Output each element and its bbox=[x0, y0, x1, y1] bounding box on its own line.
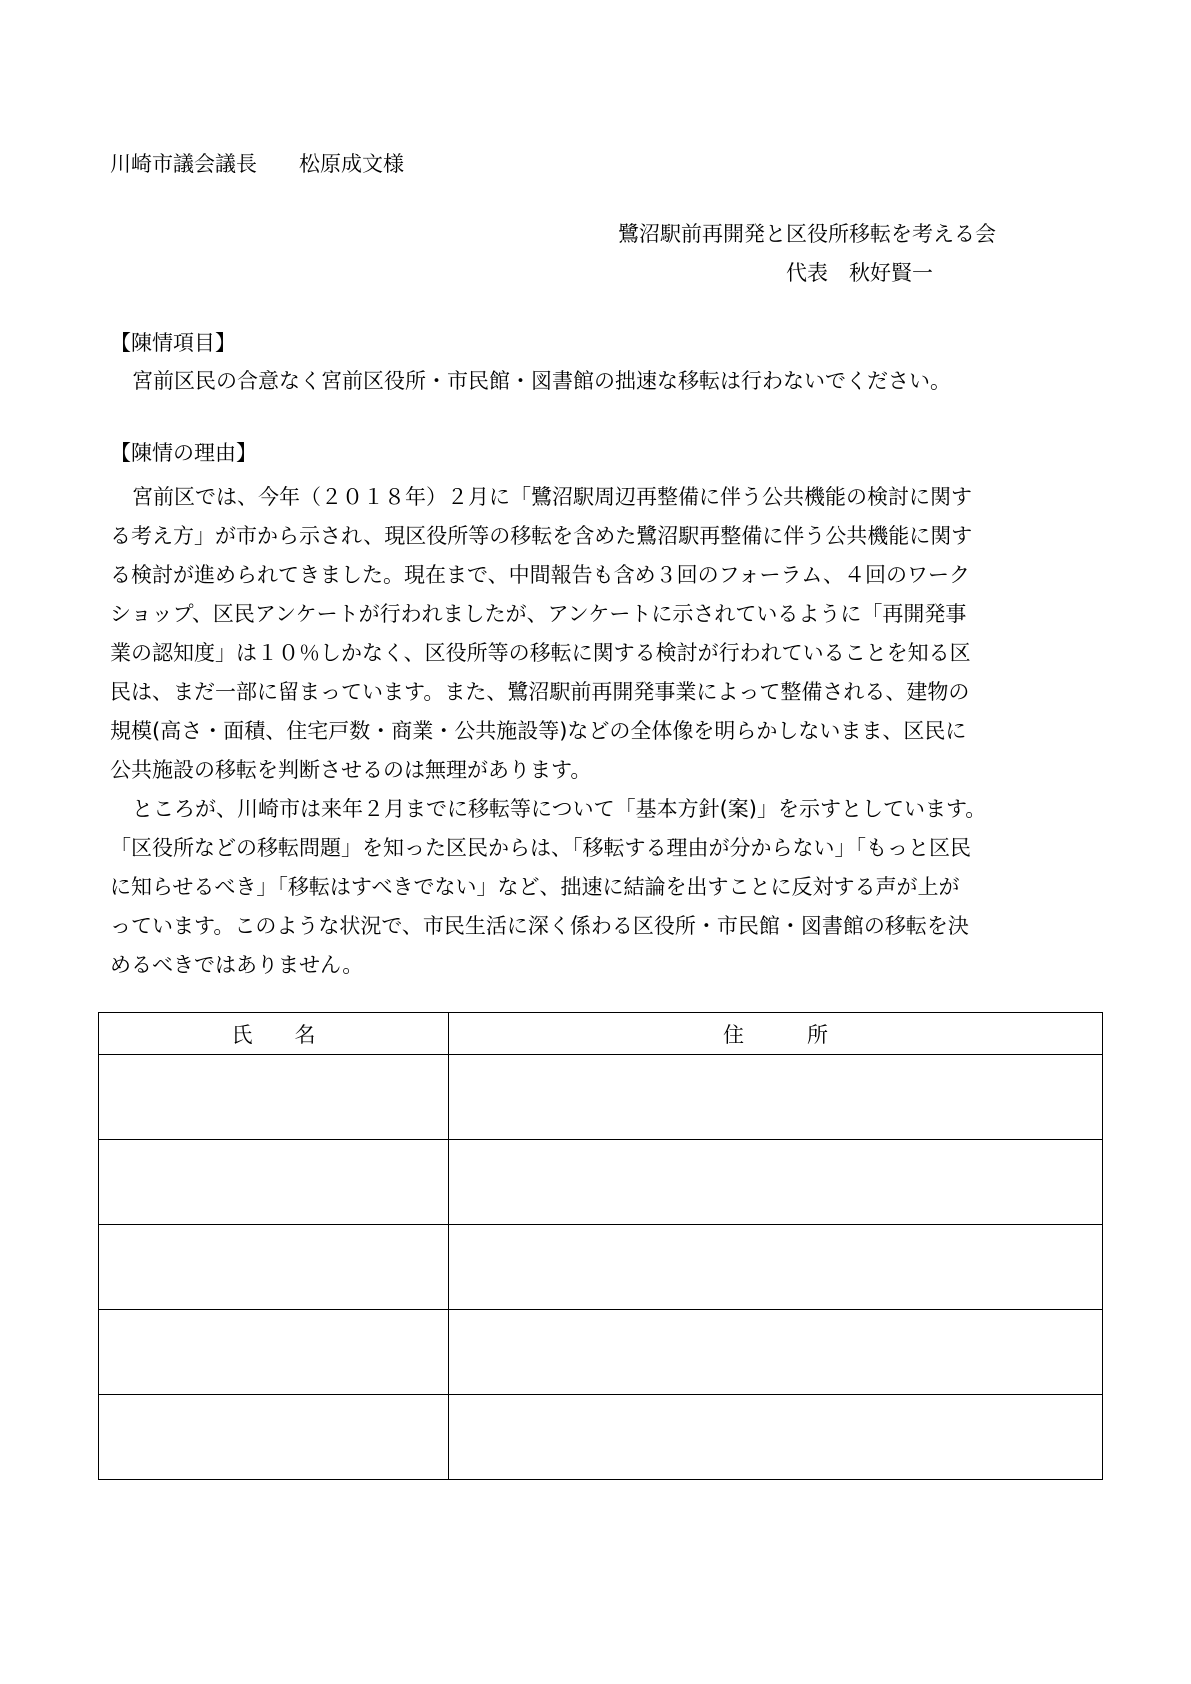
name-cell[interactable] bbox=[99, 1310, 449, 1395]
signature-row bbox=[99, 1225, 1103, 1310]
reason-line: ショップ、区民アンケートが行われましたが、アンケートに示されているように「再開発事 bbox=[110, 602, 967, 626]
petition-item-heading: 【陳情項目】 bbox=[110, 331, 236, 355]
address-cell[interactable] bbox=[449, 1310, 1103, 1395]
address-cell[interactable] bbox=[449, 1395, 1103, 1480]
reason-line: めるべきではありません。 bbox=[110, 953, 364, 977]
reason-line: 「区役所などの移転問題」を知った区民からは、「移転する理由が分からない」「もっと区民 bbox=[110, 836, 971, 860]
reason-line: 公共施設の移転を判断させるのは無理があります。 bbox=[110, 758, 592, 782]
petition-item-text: 宮前区民の合意なく宮前区役所・市民館・図書館の拙速な移転は行わないでください。 bbox=[132, 369, 951, 393]
reason-line: 民は、まだ一部に留まっています。また、鷺沼駅前再開発事業によって整備される、建物の bbox=[110, 680, 970, 704]
addressee: 川崎市議会議長 松原成文様 bbox=[110, 152, 404, 176]
signature-row bbox=[99, 1310, 1103, 1395]
name-cell[interactable] bbox=[99, 1055, 449, 1140]
representative-name: 代表 秋好賢一 bbox=[786, 261, 933, 285]
reason-line: 宮前区では、今年（２０１８年）２月に「鷺沼駅周辺再整備に伴う公共機能の検討に関す bbox=[132, 485, 972, 509]
name-cell[interactable] bbox=[99, 1140, 449, 1225]
organization-name: 鷺沼駅前再開発と区役所移転を考える会 bbox=[618, 222, 996, 246]
reason-line: ところが、川崎市は来年２月までに移転等について「基本方針(案)」を示すとしています。 bbox=[132, 797, 987, 821]
petition-reason-heading: 【陳情の理由】 bbox=[110, 441, 257, 465]
address-cell[interactable] bbox=[449, 1055, 1103, 1140]
reason-line: る検討が進められてきました。現在まで、中間報告も含め３回のフォーラム、４回のワーク bbox=[110, 563, 970, 587]
name-cell[interactable] bbox=[99, 1225, 449, 1310]
address-cell[interactable] bbox=[449, 1140, 1103, 1225]
name-cell[interactable] bbox=[99, 1395, 449, 1480]
reason-line: る考え方」が市から示され、現区役所等の移転を含めた鷺沼駅再整備に伴う公共機能に関す bbox=[110, 524, 973, 548]
signature-table-header bbox=[99, 1013, 1103, 1055]
signature-row bbox=[99, 1055, 1103, 1140]
signature-table bbox=[98, 1012, 1103, 1480]
signature-row bbox=[99, 1140, 1103, 1225]
reason-line: 規模(高さ・面積、住宅戸数・商業・公共施設等)などの全体像を明らかしないまま、区民に bbox=[110, 719, 967, 743]
petition-reason-body bbox=[110, 478, 1090, 985]
name-column-header: 氏 名 bbox=[99, 1013, 449, 1055]
signature-row bbox=[99, 1395, 1103, 1480]
reason-line: 業の認知度」は１０％しかなく、区役所等の移転に関する検討が行われていることを知る区 bbox=[110, 641, 971, 665]
address-cell[interactable] bbox=[449, 1225, 1103, 1310]
reason-line: っています。このような状況で、市民生活に深く係わる区役所・市民館・図書館の移転を決 bbox=[110, 914, 969, 938]
reason-line: に知らせるべき」「移転はすべきでない」など、拙速に結論を出すことに反対する声が上が bbox=[110, 875, 960, 899]
address-column-header: 住 所 bbox=[449, 1013, 1103, 1055]
